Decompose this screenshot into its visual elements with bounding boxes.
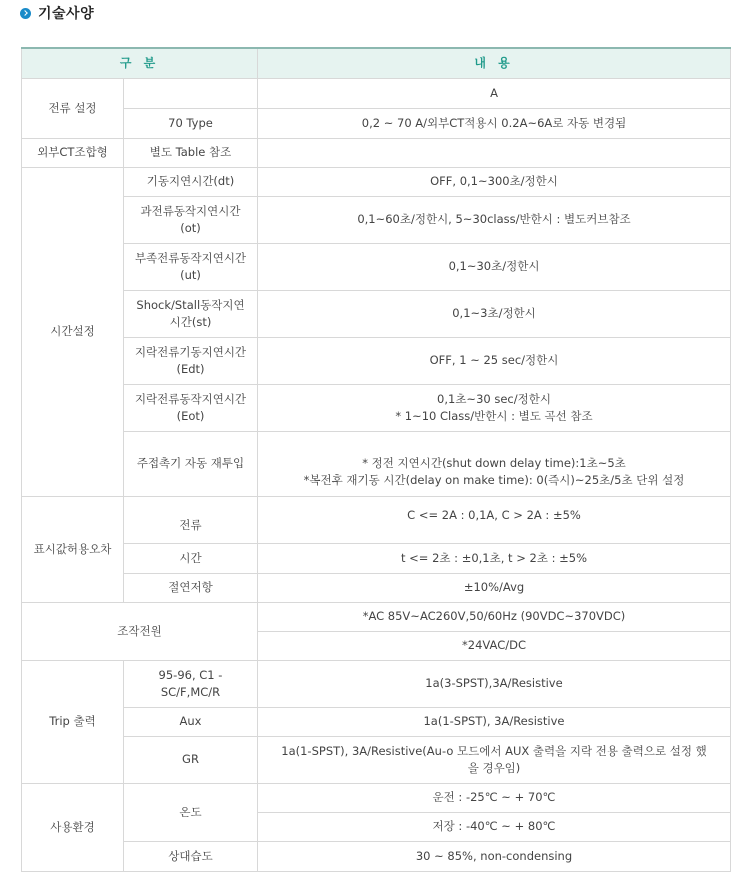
cell-sub: 지락전류기동지연시간 (Edt)	[124, 337, 258, 384]
cell-sub	[124, 78, 258, 108]
row-label-trip: Trip 출력	[22, 660, 124, 783]
cell-sub: 70 Type	[124, 108, 258, 138]
row-label-current: 전류 설정	[22, 78, 124, 138]
table-header-row	[22, 48, 731, 78]
table-row	[22, 138, 731, 167]
table-row	[22, 384, 731, 431]
header-category: 구 분	[22, 48, 258, 78]
table-row	[22, 108, 731, 138]
cell-sub: 상대습도	[124, 841, 258, 871]
cell-value: 1a(3-SPST),3A/Resistive	[258, 660, 731, 707]
table-row	[22, 736, 731, 783]
cell-value: 운전 : -25℃ ~ + 70℃	[258, 783, 731, 812]
cell-sub: 전류	[124, 496, 258, 543]
cell-sub: 지락전류동작지연시간 (Eot)	[124, 384, 258, 431]
table-row	[22, 431, 731, 496]
table-row	[22, 496, 731, 543]
table-row	[22, 783, 731, 812]
cell-value: 1a(1-SPST), 3A/Resistive(Au-o 모드에서 AUX 출력을 지락 전용 출력으로 설정 했 을 경우임)	[258, 736, 731, 783]
cell-value: 0,1~60초/정한시, 5~30class/반한시 : 별도커브참조	[258, 196, 731, 243]
table-row	[22, 243, 731, 290]
row-label-env: 사용환경	[22, 783, 124, 871]
table-row	[22, 78, 731, 108]
cell-value: 저장 : -40℃ ~ + 80℃	[258, 812, 731, 841]
cell-value: * 정전 지연시간(shut down delay time):1초~5초 *복전후 재기동 시간(delay on make time): 0(즉시)~25초/5초 단위 설정	[258, 431, 731, 496]
cell-value: C <= 2A : 0,1A, C > 2A : ±5%	[258, 496, 731, 543]
cell-sub: Aux	[124, 707, 258, 736]
table-row	[22, 196, 731, 243]
cell-value: OFF, 0,1~300초/정한시	[258, 167, 731, 196]
header-content: 내 용	[258, 48, 731, 78]
cell-value: A	[258, 78, 731, 108]
table-row	[22, 290, 731, 337]
table-row	[22, 543, 731, 573]
chevron-right-icon	[20, 8, 31, 19]
table-row	[22, 841, 731, 871]
cell-sub: 95-96, C1 - SC/F,MC/R	[124, 660, 258, 707]
cell-value: 0,1~3초/정한시	[258, 290, 731, 337]
cell-value: t <= 2초 : ±0,1초, t > 2초 : ±5%	[258, 543, 731, 573]
cell-sub: 주접촉기 자동 재투입	[124, 431, 258, 496]
table-row	[22, 602, 731, 631]
cell-sub: 별도 Table 참조	[124, 138, 258, 167]
table-row	[22, 660, 731, 707]
cell-value: *AC 85V~AC260V,50/60Hz (90VDC~370VDC)	[258, 602, 731, 631]
cell-value: 30 ~ 85%, non-condensing	[258, 841, 731, 871]
cell-sub: 기동지연시간(dt)	[124, 167, 258, 196]
cell-sub: 시간	[124, 543, 258, 573]
table-row	[22, 337, 731, 384]
table-row	[22, 707, 731, 736]
cell-value	[258, 138, 731, 167]
cell-sub: 온도	[124, 783, 258, 841]
cell-sub: 과전류동작지연시간 (ot)	[124, 196, 258, 243]
cell-sub: 절연저항	[124, 573, 258, 602]
spec-table	[21, 47, 731, 872]
cell-sub: Shock/Stall동작지연 시간(st)	[124, 290, 258, 337]
section-title-row	[20, 3, 94, 23]
row-label-ext-ct: 외부CT조합형	[22, 138, 124, 167]
cell-value: 0,1초~30 sec/정한시 * 1~10 Class/반한시 : 별도 곡선 참조	[258, 384, 731, 431]
cell-value: 1a(1-SPST), 3A/Resistive	[258, 707, 731, 736]
cell-sub: GR	[124, 736, 258, 783]
section-title: 기술사양	[38, 6, 95, 22]
row-label-power: 조작전원	[22, 602, 258, 660]
cell-value: OFF, 1 ~ 25 sec/정한시	[258, 337, 731, 384]
row-label-tolerance: 표시값허용오차	[22, 496, 124, 602]
table-row	[22, 573, 731, 602]
cell-value: *24VAC/DC	[258, 631, 731, 660]
row-label-time: 시간설정	[22, 167, 124, 496]
cell-value: ±10%/Avg	[258, 573, 731, 602]
cell-value: 0,2 ~ 70 A/외부CT적용시 0.2A~6A로 자동 변경됨	[258, 108, 731, 138]
cell-value: 0,1~30초/정한시	[258, 243, 731, 290]
table-row	[22, 167, 731, 196]
cell-sub: 부족전류동작지연시간 (ut)	[124, 243, 258, 290]
